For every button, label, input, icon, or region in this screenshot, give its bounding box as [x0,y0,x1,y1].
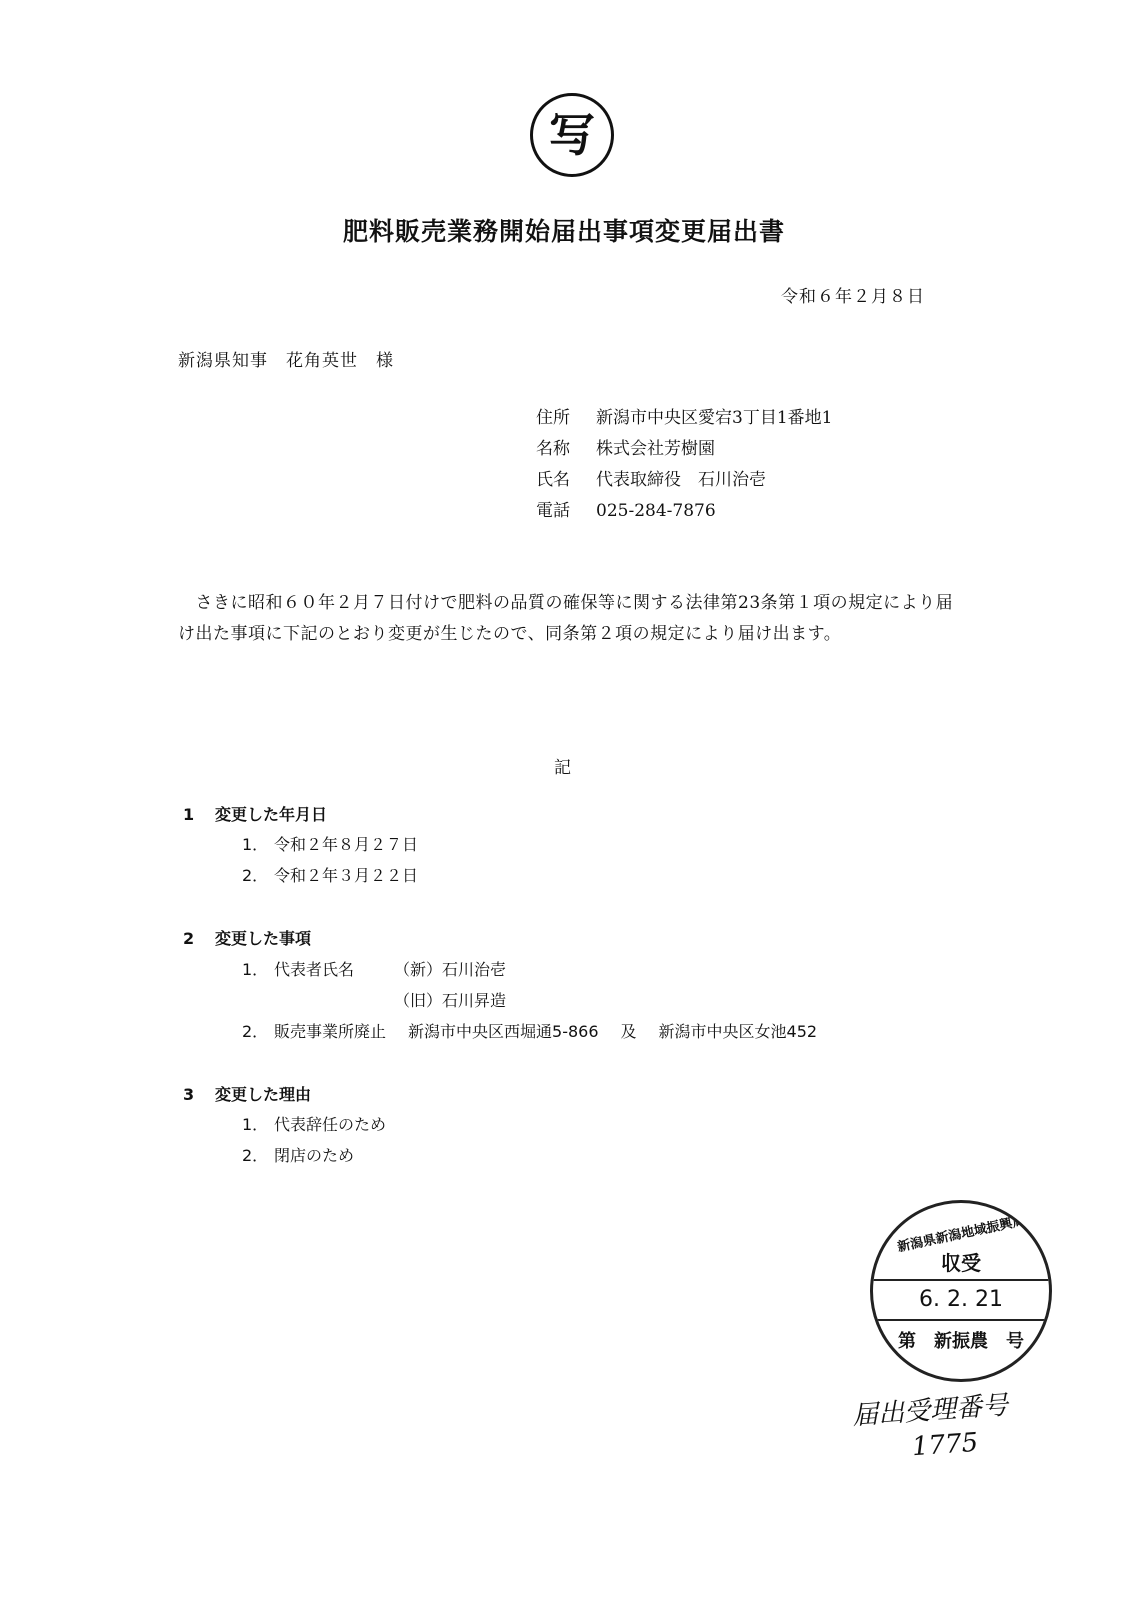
new-tag: （新） [394,960,443,979]
item-number: 2． [242,866,269,885]
old-name: 石川昇造 [442,991,507,1010]
section-3-number: 3 [183,1085,195,1104]
section-1-item-1 [242,832,418,855]
conjunction: 及 [620,1022,637,1041]
section-1-title [183,802,327,825]
company-label: 名称 [536,439,570,459]
person-label: 氏名 [536,470,570,490]
company-value: 株式会社芳樹園 [596,439,715,459]
new-name: 石川治壱 [442,960,507,979]
company-row [536,434,832,465]
stamp-department: 第 新振農 号 [898,1331,1024,1352]
section-3-title [183,1082,311,1105]
section-1-number: 1 [183,805,195,824]
section-2-item-2 [242,1019,817,1042]
item-number: 2． [242,1022,269,1041]
document-date: 令和６年２月８日 [781,287,925,307]
item-number: 2． [242,1146,269,1165]
item-number: 1． [242,835,269,854]
section-3-label: 変更した理由 [215,1085,312,1104]
body-text: さきに昭和６０年２月７日付けで肥料の品質の確保等に関する法律第23条第１項の規定により届け出た事項に下記のとおり変更が生じたので、同条第２項の規定により届け出ます。 [178,593,954,644]
item-text: 閉店のため [274,1146,355,1165]
phone-row [536,496,832,527]
item-text: 代表辞任のため [274,1115,387,1134]
stamp-date: 6. 2. 21 [873,1279,1049,1321]
item-number: 1． [242,1115,269,1134]
old-tag: （旧） [394,991,443,1010]
phone-label: 電話 [536,501,570,521]
person-row [536,465,832,496]
address-row [536,403,832,434]
section-2-number: 2 [183,929,195,948]
address-value: 新潟市中央区愛宕3丁目1番地1 [596,408,833,428]
address-label: 住所 [536,408,570,428]
body-paragraph [178,588,958,650]
office-closure-label: 販売事業所廃止 [274,1022,387,1041]
old-representative [394,988,506,1011]
section-2-label: 変更した事項 [215,929,312,948]
section-2-title [183,926,311,949]
person-value: 代表取締役 石川治壱 [596,470,766,490]
applicant-block [536,403,832,527]
section-1-label: 変更した年月日 [215,805,328,824]
closed-location-1: 新潟市中央区西堀通5-866 [408,1022,599,1041]
item-text: 令和２年８月２７日 [274,835,419,854]
stamp-office: 新潟県新潟地域振興局 [896,1213,1027,1256]
section-2-item-1 [242,957,354,980]
ki-heading: 記 [554,758,571,778]
representative-label: 代表者氏名 [274,960,355,979]
section-3-item-2 [242,1143,354,1166]
item-text: 令和２年３月２２日 [274,866,419,885]
document-title: 肥料販売業務開始届出事項変更届出書 [342,217,785,246]
copy-mark-stamp: 写 [530,93,614,177]
handwritten-note: 届出受理番号 [851,1390,1010,1432]
new-representative [394,957,506,980]
handwritten-number: 1775 [911,1427,980,1463]
closed-location-2: 新潟市中央区女池452 [658,1022,818,1041]
stamp-label: 収受 [941,1251,981,1275]
item-number: 1． [242,960,269,979]
phone-value: 025-284-7876 [596,501,716,521]
receipt-stamp [870,1200,1052,1382]
recipient: 新潟県知事 花角英世 様 [178,351,394,371]
section-1-item-2 [242,863,418,886]
section-3-item-1 [242,1112,386,1135]
